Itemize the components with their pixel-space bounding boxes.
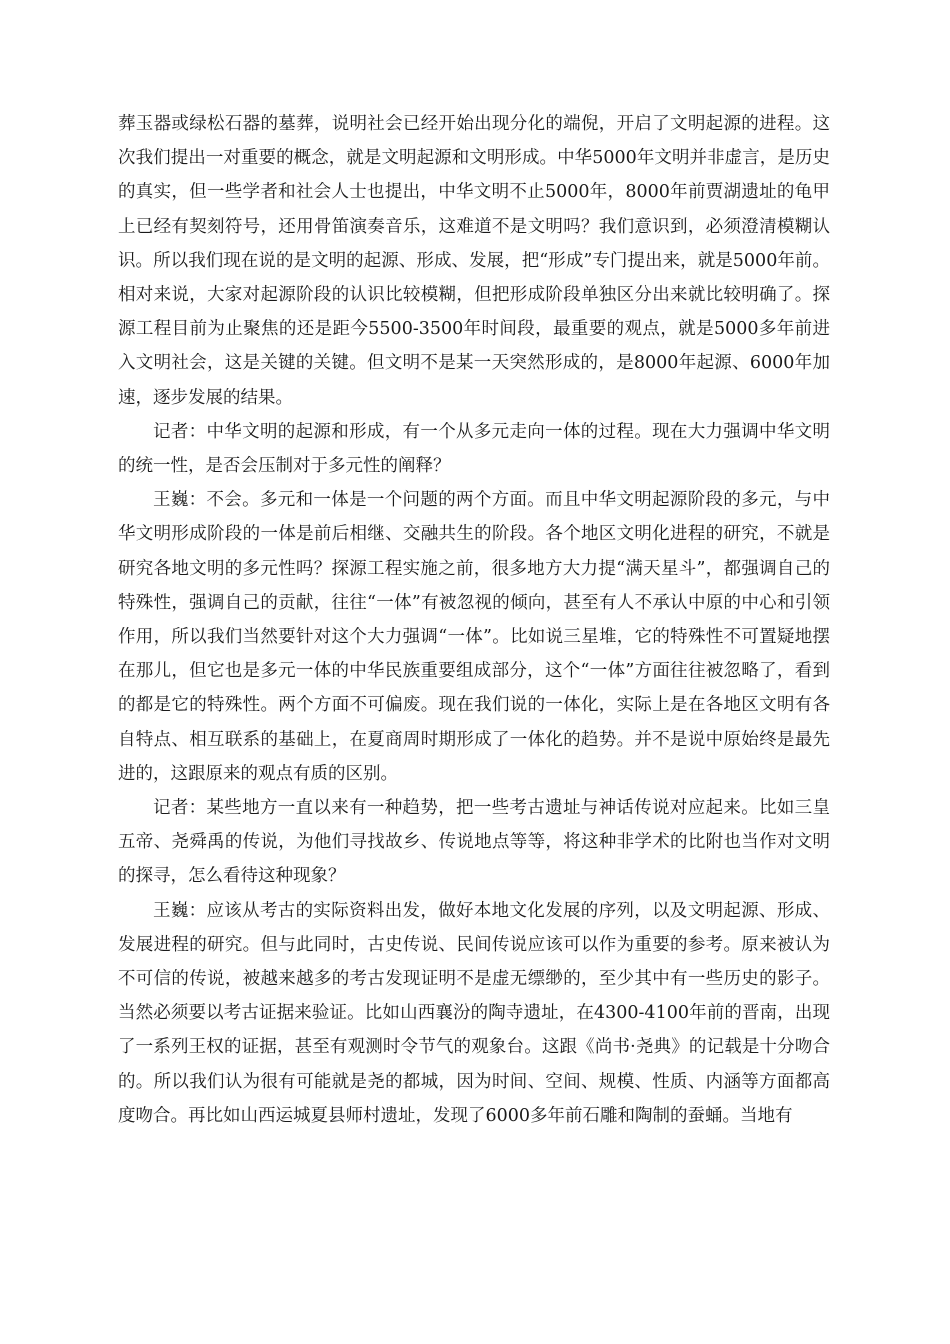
paragraph-wangwei-answer-1: 王巍：不会。多元和一体是一个问题的两个方面。而且中华文明起源阶段的多元，与中华文明形成阶段的一体是前后相继、交融共生的阶段。各个地区文明化进程的研究，不就是研究各地文明的多元性吗？探源工程实施之前，很多地方大力提“满天星斗”，都强调自己的特殊性，强调自己的贡献，往往“一体”有被忽视的倾向，甚至有人不承认中原的中心和引领作用，所以我们当然要针对这个大力强调“一体”。比如说三星堆，它的特殊性不可置疑地摆在那儿，但它也是多元一体的中华民族重要组成部分，这个“一体”方面往往被忽略了，看到的都是它的特殊性。两个方面不可偏废。现在我们说的一体化，实际上是在各地区文明有各自特点、相互联系的基础上，在夏商周时期形成了一体化的趋势。并不是说中原始终是最先进的，这跟原来的观点有质的区别。 [118, 490, 830, 784]
paragraph-wangwei-answer-2: 王巍：应该从考古的实际资料出发，做好本地文化发展的序列，以及文明起源、形成、发展进程的研究。但与此同时，古史传说、民间传说应该可以作为重要的参考。原来被认为不可信的传说，被越来越多的考古发现证明不是虚无缥缈的，至少其中有一些历史的影子。当然必须要以考古证据来验证。比如山西襄汾的陶寺遗址，在4300-4100年前的晋南，出现了一系列王权的证据，甚至有观测时令节气的观象台。这跟《尚书·尧典》的记载是十分吻合的。所以我们认为很有可能就是尧的都城，因为时间、空间、规模、性质、内涵等方面都高度吻合。再比如山西运城夏县师村遗址，发现了6000多年前石雕和陶制的蚕蛹。当地有 [118, 900, 830, 1126]
paragraph-continuation: 葬玉器或绿松石器的墓葬，说明社会已经开始出现分化的端倪，开启了文明起源的进程。这次我们提出一对重要的概念，就是文明起源和文明形成。中华5000年文明并非虚言，是历史的真实，但一些学者和社会人士也提出，中华文明不止5000年，8000年前贾湖遗址的龟甲上已经有契刻符号，还用骨笛演奏音乐，这难道不是文明吗？我们意识到，必须澄清模糊认识。所以我们现在说的是文明的起源、形成、发展，把“形成”专门提出来，就是5000年前。相对来说，大家对起源阶段的认识比较模糊，但把形成阶段单独区分出来就比较明确了。探源工程目前为止聚焦的还是距今5500-3500年时间段，最重要的观点，就是5000多年前进入文明社会，这是关键的关键。但文明不是某一天突然形成的，是8000年起源、6000年加速，逐步发展的结果。 [118, 114, 830, 408]
article-body [118, 107, 830, 1133]
paragraph-reporter-question-2: 记者：某些地方一直以来有一种趋势，把一些考古遗址与神话传说对应起来。比如三皇五帝、尧舜禹的传说，为他们寻找故乡、传说地点等等，将这种非学术的比附也当作对文明的探寻，怎么看待这种现象？ [118, 798, 830, 887]
paragraph-reporter-question-1: 记者：中华文明的起源和形成，有一个从多元走向一体的过程。现在大力强调中华文明的统一性，是否会压制对于多元性的阐释？ [118, 421, 830, 477]
